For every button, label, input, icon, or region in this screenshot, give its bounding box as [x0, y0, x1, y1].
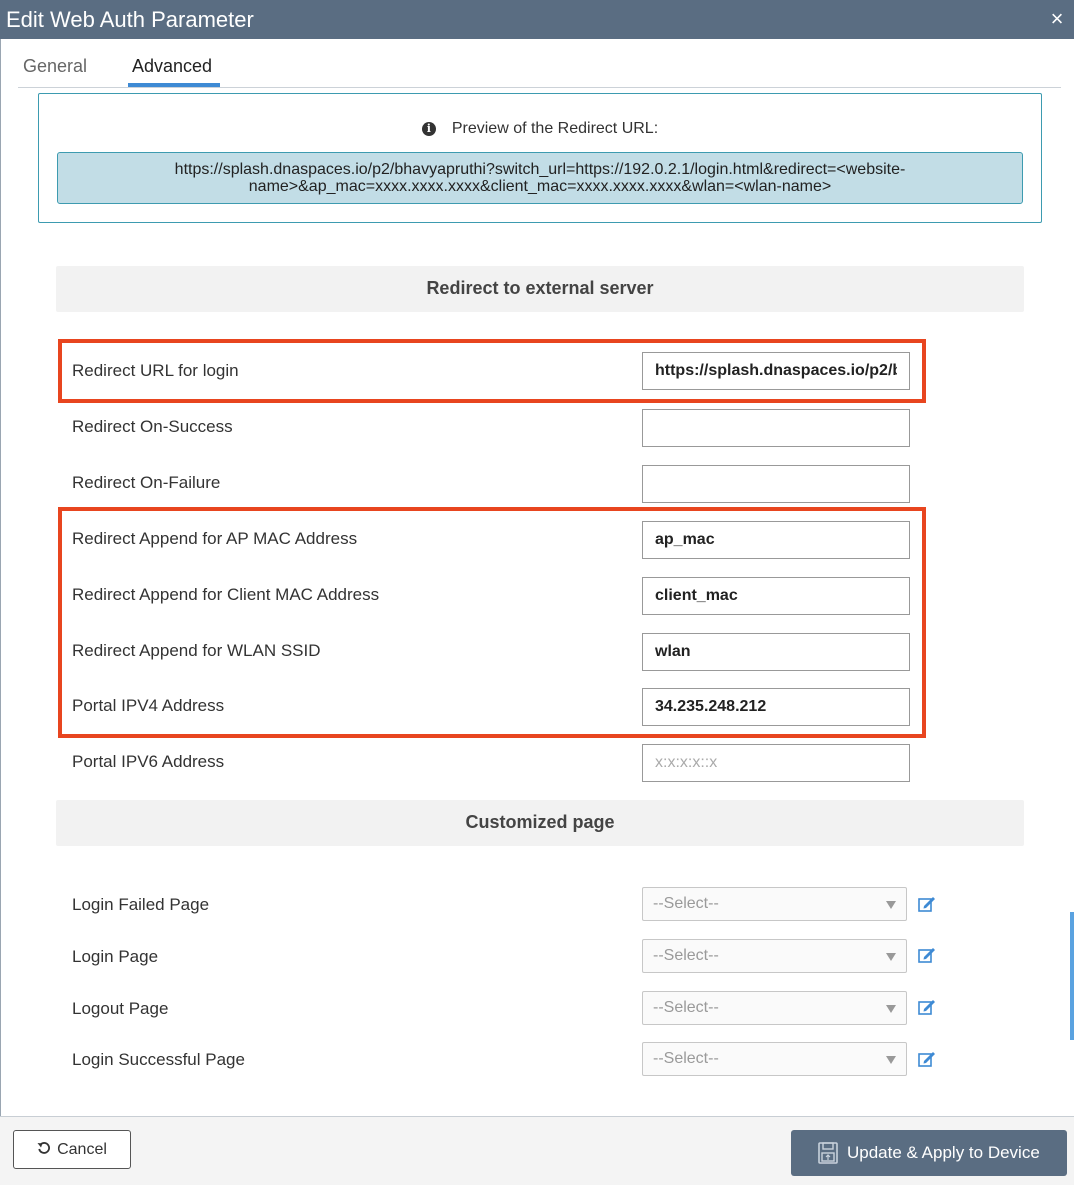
label-append-client-mac: Redirect Append for Client MAC Address [72, 585, 380, 604]
scrollbar-indicator[interactable] [1070, 912, 1074, 1040]
login-failed-page-select[interactable] [642, 887, 907, 921]
edit-icon[interactable] [918, 896, 936, 912]
preview-title [39, 120, 1041, 138]
edit-icon[interactable] [918, 999, 936, 1015]
dialog-title: Edit Web Auth Parameter [6, 7, 254, 32]
caret-down-icon [886, 1056, 896, 1064]
caret-down-icon [886, 953, 896, 961]
append-wlan-ssid-input[interactable] [642, 633, 910, 671]
label-redirect-on-success: Redirect On-Success [72, 417, 233, 436]
label-redirect-on-failure: Redirect On-Failure [72, 473, 221, 492]
append-ap-mac-input[interactable] [642, 521, 910, 559]
preview-title-text: Preview of the Redirect URL: [451, 120, 659, 137]
info-icon: i [422, 122, 436, 136]
logout-page-select[interactable] [642, 991, 907, 1025]
save-icon [818, 1142, 838, 1164]
left-border [0, 39, 1, 1116]
login-successful-page-select[interactable] [642, 1042, 907, 1076]
redirect-on-success-input[interactable] [642, 409, 910, 447]
label-portal-ipv6: Portal IPV6 Address [72, 752, 225, 771]
tab-bar [18, 39, 1061, 88]
caret-down-icon [886, 1005, 896, 1013]
label-append-ap-mac: Redirect Append for AP MAC Address [72, 529, 358, 548]
redirect-on-failure-input[interactable] [642, 465, 910, 503]
tab-advanced[interactable]: Advanced [132, 56, 213, 76]
dialog-footer [0, 1116, 1074, 1185]
edit-icon[interactable] [918, 1051, 936, 1067]
tab-general[interactable]: General [23, 56, 88, 76]
select-value: --Select-- [653, 999, 719, 1016]
redirect-url-preview-panel [38, 93, 1042, 223]
login-page-select[interactable] [642, 939, 907, 973]
append-client-mac-input[interactable] [642, 577, 910, 615]
preview-url: https://splash.dnaspaces.io/p2/bhavyapruthi?switch_url=https://192.0.2.1/login.html&redirect=<website-name>&ap_mac=xxxx.xxxx.xxxx&client_mac=xxxx.xxxx.xxxx&wlan=<wlan-name> [57, 152, 1023, 204]
caret-down-icon [886, 901, 896, 909]
select-value: --Select-- [653, 895, 719, 912]
select-value: --Select-- [653, 947, 719, 964]
label-redirect-url-login: Redirect URL for login [72, 361, 239, 380]
label-login-failed-page: Login Failed Page [72, 895, 210, 914]
undo-icon [37, 1141, 51, 1155]
section-header-redirect: Redirect to external server [56, 266, 1024, 312]
label-append-wlan-ssid: Redirect Append for WLAN SSID [72, 641, 321, 660]
cancel-button[interactable] [13, 1130, 131, 1169]
dialog-titlebar [0, 0, 1074, 39]
cancel-label: Cancel [57, 1141, 107, 1158]
active-tab-indicator [128, 83, 220, 87]
portal-ipv4-input[interactable] [642, 688, 910, 726]
select-value: --Select-- [653, 1050, 719, 1067]
close-icon[interactable]: × [1050, 6, 1064, 31]
update-apply-button[interactable] [791, 1130, 1067, 1176]
edit-icon[interactable] [918, 947, 936, 963]
apply-label: Update & Apply to Device [847, 1143, 1040, 1162]
section-header-customized: Customized page [56, 800, 1024, 846]
portal-ipv6-input[interactable] [642, 744, 910, 782]
label-login-page: Login Page [72, 947, 159, 966]
label-portal-ipv4: Portal IPV4 Address [72, 696, 225, 715]
label-login-successful-page: Login Successful Page [72, 1050, 245, 1069]
label-logout-page: Logout Page [72, 999, 169, 1018]
redirect-url-login-input[interactable] [642, 352, 910, 390]
